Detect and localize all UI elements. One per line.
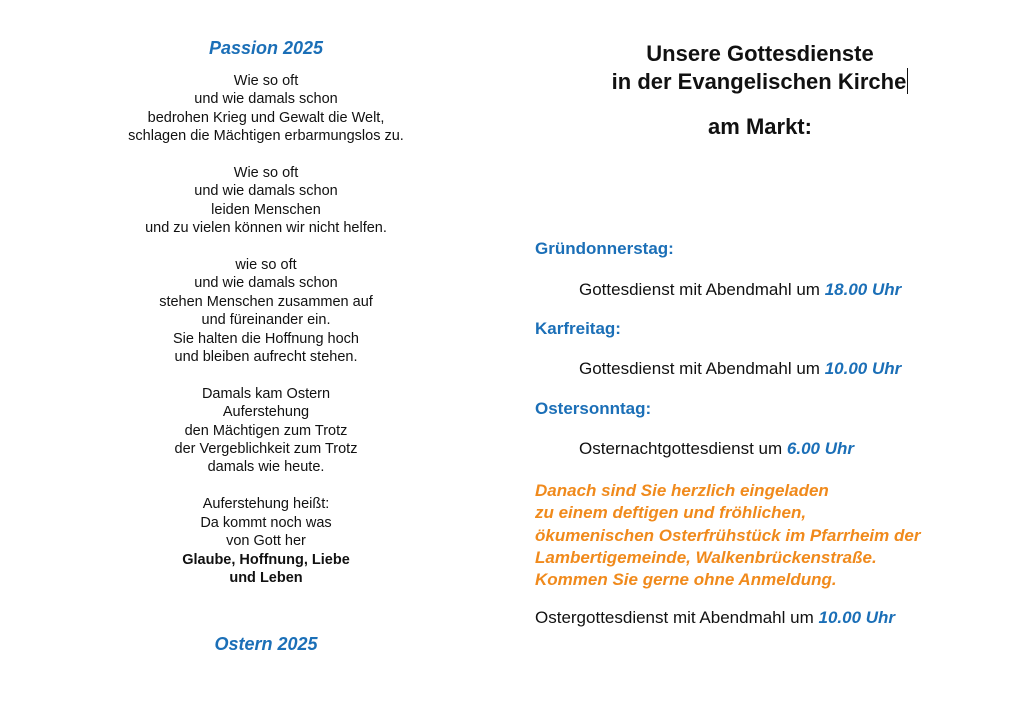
note-line: ökumenischen Osterfrühstück im Pfarrheim der [535, 525, 921, 545]
day-ostersonntag: Ostersonntag: [535, 399, 652, 418]
poem-line-bold: und Leben [229, 569, 303, 586]
poem-stanza-3 [110, 256, 422, 366]
text-cursor [907, 68, 908, 94]
page-title [535, 40, 985, 96]
title-line-1: Unsere Gottesdienste [646, 41, 874, 66]
service-ostersonntag [579, 439, 854, 459]
service-text: Ostergottesdienst mit Abendmahl um [535, 608, 819, 627]
service-karfreitag [579, 359, 901, 379]
poem-line: von Gott her [226, 533, 306, 550]
poem-stanza-2 [110, 164, 422, 238]
note-line: zu einem deftigen und fröhlichen, [535, 503, 807, 523]
page-subtitle: am Markt: [708, 114, 812, 139]
poem-line: und wie damals schon [194, 91, 338, 108]
ostern-footer: Ostern 2025 [214, 634, 318, 654]
poem-line: Sie halten die Hoffnung hoch [173, 330, 359, 347]
poem-line: Da kommt noch was [200, 514, 332, 531]
title-line-2 [535, 68, 985, 96]
poem-line: bedrohen Krieg und Gewalt die Welt, [147, 109, 385, 126]
poem-line: damals wie heute. [207, 459, 325, 476]
note-line: Lambertigemeinde, Walkenbrückenstraße. [535, 547, 877, 567]
service-gruendonnerstag [579, 280, 901, 300]
passion-heading: Passion 2025 [208, 38, 324, 58]
note-line: Kommen Sie gerne ohne Anmeldung. [535, 570, 837, 590]
service-time: 10.00 Uhr [824, 359, 902, 378]
right-column [535, 40, 1005, 627]
poem-line: leiden Menschen [211, 201, 321, 218]
poem-line-bold: Glaube, Hoffnung, Liebe [182, 551, 350, 568]
note-line: Danach sind Sie herzlich eingeladen [535, 481, 829, 500]
poem-line: Wie so oft [233, 73, 299, 89]
poem-stanza-1 [110, 72, 422, 146]
poem-line: und bleiben aufrecht stehen. [174, 349, 358, 366]
service-text: Osternachtgottesdienst um [579, 439, 787, 458]
day-karfreitag: Karfreitag: [535, 319, 621, 338]
easter-service [535, 608, 895, 628]
poem-stanza-5 [110, 495, 422, 587]
poem-stanza-4 [110, 385, 422, 477]
service-time: 10.00 Uhr [818, 608, 896, 627]
poem-line: und wie damals schon [194, 275, 338, 292]
poem-line: und zu vielen können wir nicht helfen. [145, 220, 387, 237]
title-line-2-text: in der Evangelischen Kirche [611, 69, 907, 94]
poem [110, 72, 422, 587]
service-text: Gottesdienst mit Abendmahl um [579, 280, 825, 299]
day-gruendonnerstag: Gründonnerstag: [535, 239, 674, 258]
poem-line: Auferstehung heißt: [202, 496, 330, 513]
service-time: 6.00 Uhr [786, 439, 854, 458]
poem-line: und füreinander ein. [201, 312, 331, 329]
breakfast-invitation [535, 480, 995, 591]
poem-line: wie so oft [235, 257, 297, 274]
left-column [110, 38, 422, 654]
poem-line: Auferstehung [222, 404, 310, 421]
service-time: 18.00 Uhr [824, 280, 902, 299]
poem-line: schlagen die Mächtigen erbarmungslos zu. [128, 128, 404, 145]
poem-line: der Vergeblichkeit zum Trotz [174, 441, 358, 458]
service-text: Gottesdienst mit Abendmahl um [579, 359, 825, 378]
poem-line: und wie damals schon [194, 183, 338, 200]
poem-line: Damals kam Ostern [201, 385, 331, 402]
poem-line: Wie so oft [233, 165, 299, 182]
poem-line: den Mächtigen zum Trotz [184, 422, 348, 439]
poem-line: stehen Menschen zusammen auf [159, 293, 373, 310]
